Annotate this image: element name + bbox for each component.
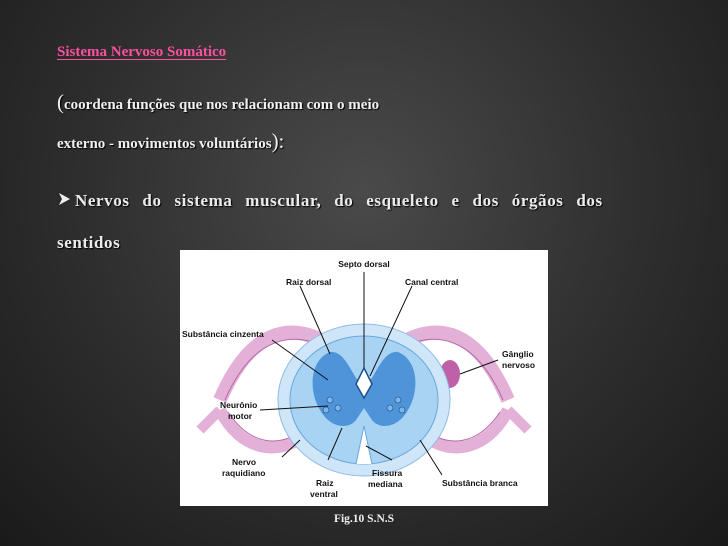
open-paren: ( — [57, 90, 64, 114]
label-raiz-ventral-2: ventral — [310, 489, 338, 499]
spinal-cord-figure — [180, 250, 548, 506]
close-paren: ): — [271, 129, 285, 153]
figure-caption: Fig.10 S.N.S — [333, 513, 395, 525]
label-substancia-cinzenta: Substância cinzenta — [182, 329, 264, 339]
label-fissura-1: Fissura — [372, 468, 403, 478]
label-septo-dorsal: Septo dorsal — [338, 259, 390, 269]
description-line-2: externo - movimentos voluntários — [57, 136, 272, 152]
slide-description — [57, 84, 617, 162]
label-neuronio-2: motor — [228, 411, 253, 421]
label-canal-central: Canal central — [405, 277, 459, 287]
label-ganglio-1: Gânglio — [502, 349, 534, 359]
spinal-cord-diagram — [180, 250, 548, 506]
label-substancia-branca: Substância branca — [442, 478, 518, 488]
label-nervo-1: Nervo — [232, 457, 257, 467]
description-line-1: coordena funções que nos relacionam com o meio — [64, 97, 380, 113]
bullet-text-line-2: sentidos — [57, 233, 121, 252]
label-neuronio-1: Neurônio — [220, 400, 258, 410]
label-fissura-2: mediana — [368, 479, 403, 489]
label-ganglio-2: nervoso — [502, 360, 536, 370]
arrow-bullet-icon — [57, 180, 75, 222]
label-raiz-ventral-1: Raiz — [316, 478, 334, 488]
label-raiz-dorsal: Raiz dorsal — [286, 277, 332, 287]
slide-title: Sistema Nervoso Somático — [57, 44, 227, 60]
label-nervo-2: raquidiano — [222, 468, 266, 478]
bullet-text-line-1: Nervos do sistema muscular, do esqueleto e dos órgãos dos — [75, 191, 603, 210]
